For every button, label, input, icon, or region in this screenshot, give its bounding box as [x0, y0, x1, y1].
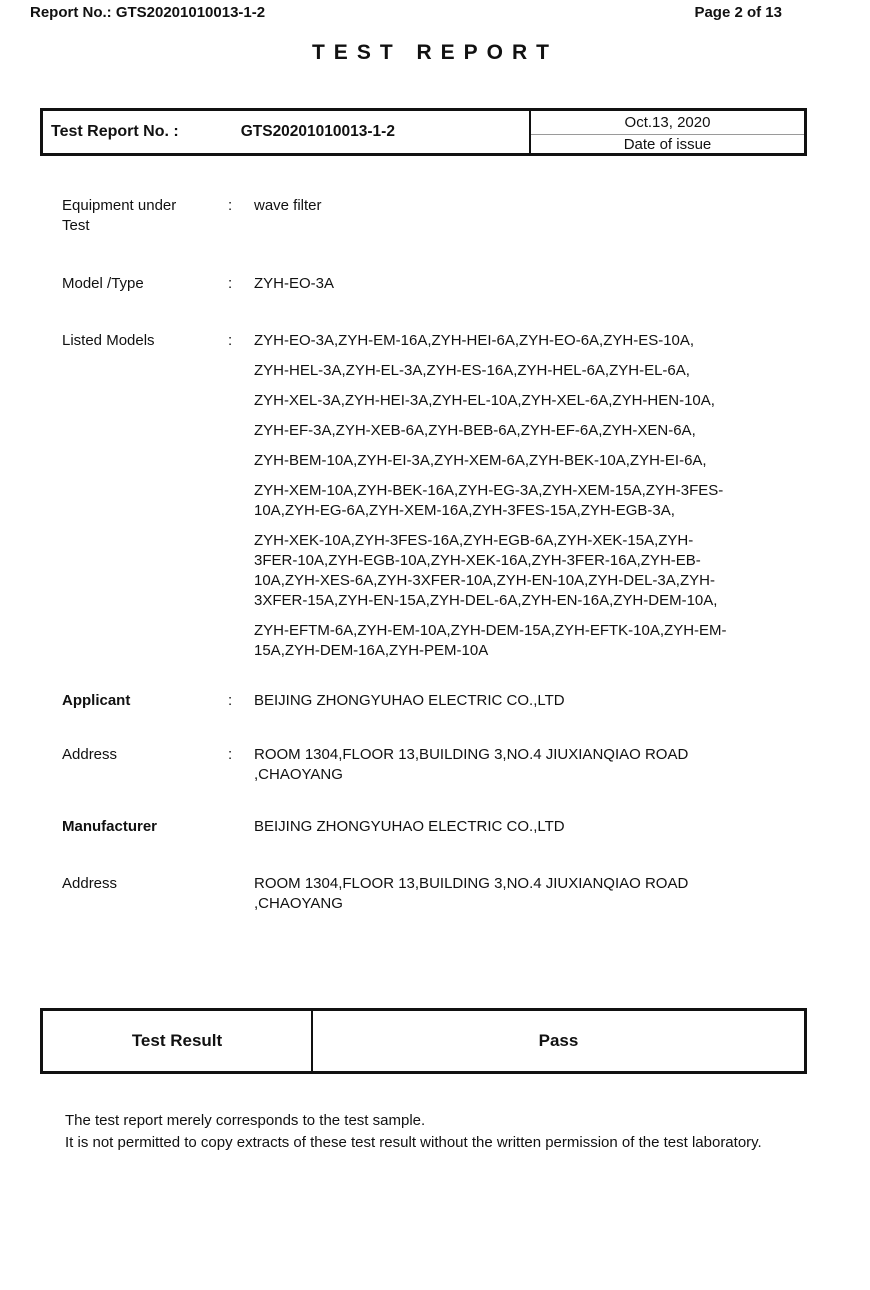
- page-header: [30, 4, 782, 21]
- listed-models-block: ZYH-XEL-3A,ZYH-HEI-3A,ZYH-EL-10A,ZYH-XEL-6A,ZYH-HEN-10A,: [254, 392, 715, 409]
- manufacturer-value: BEIJING ZHONGYUHAO ELECTRIC CO.,LTD: [254, 818, 565, 835]
- listed-models-label: Listed Models: [62, 332, 155, 349]
- row-model-type: [62, 274, 832, 294]
- equipment-label: Equipment under Test: [62, 197, 177, 234]
- applicant-address-value: ROOM 1304,FLOOR 13,BUILDING 3,NO.4 JIUXIANQIAO ROAD ,CHAOYANG: [254, 746, 689, 783]
- listed-models-separator: :: [228, 332, 233, 349]
- test-result-label: Test Result: [43, 1011, 313, 1071]
- row-equipment-under-test: [62, 196, 832, 236]
- row-applicant: [62, 691, 832, 711]
- issue-date-label: Date of issue: [531, 134, 804, 153]
- footnote-line-2: It is not permitted to copy extracts of these test result without the written permission of the test laboratory.: [65, 1134, 762, 1151]
- report-number-label: Test Report No. :: [51, 123, 179, 140]
- model-separator: :: [228, 275, 233, 292]
- issue-date-value: Oct.13, 2020: [624, 114, 711, 131]
- row-manufacturer: [62, 817, 832, 837]
- applicant-label: Applicant: [62, 692, 131, 709]
- model-label: Model /Type: [62, 275, 144, 292]
- listed-models-block: ZYH-XEK-10A,ZYH-3FES-16A,ZYH-EGB-6A,ZYH-XEK-15A,ZYH- 3FER-10A,ZYH-EGB-10A,ZYH-XEK-16A,ZYH-3FER-16A,ZYH-EB- 10A,ZYH-XES-6A,ZYH-3XFER-10A,ZYH-EN-10A,ZYH-DEL-3A,ZYH- 3XFER-15A,ZYH-EN-15A,ZYH-DEL-6A,ZYH-EN-16A,ZYH-DEM-10A,: [254, 532, 718, 609]
- page-title: TEST REPORT: [311, 41, 558, 64]
- header-page-number: Page 2 of 13: [694, 4, 782, 21]
- listed-models-block: ZYH-EFTM-6A,ZYH-EM-10A,ZYH-DEM-15A,ZYH-EFTK-10A,ZYH-EM- 15A,ZYH-DEM-16A,ZYH-PEM-10A: [254, 622, 727, 659]
- equipment-separator: :: [228, 197, 233, 214]
- applicant-value: BEIJING ZHONGYUHAO ELECTRIC CO.,LTD: [254, 692, 565, 709]
- test-result-table: [40, 1008, 807, 1074]
- applicant-separator: :: [228, 692, 233, 709]
- row-manufacturer-address: [62, 874, 832, 914]
- row-applicant-address: [62, 745, 832, 785]
- listed-models-value: [254, 331, 832, 661]
- manufacturer-address-separator: [228, 874, 254, 914]
- manufacturer-separator: [228, 817, 254, 837]
- listed-models-block: ZYH-XEM-10A,ZYH-BEK-16A,ZYH-EG-3A,ZYH-XEM-15A,ZYH-3FES- 10A,ZYH-EG-6A,ZYH-XEM-16A,ZYH-3FES-15A,ZYH-EGB-3A,: [254, 482, 724, 519]
- manufacturer-label: Manufacturer: [62, 818, 158, 835]
- footnote-line-1: The test report merely corresponds to the test sample.: [65, 1112, 426, 1129]
- test-result-value: Pass: [538, 1031, 579, 1050]
- equipment-value: wave filter: [254, 197, 322, 214]
- date-of-issue-cell: [531, 111, 804, 153]
- report-number-value: GTS20201010013-1-2: [240, 123, 395, 140]
- report-number-table: [40, 108, 807, 156]
- model-value: ZYH-EO-3A: [254, 275, 335, 292]
- manufacturer-address-label: Address: [62, 875, 118, 892]
- listed-models-block: ZYH-HEL-3A,ZYH-EL-3A,ZYH-ES-16A,ZYH-HEL-6A,ZYH-EL-6A,: [254, 362, 690, 379]
- listed-models-block: ZYH-BEM-10A,ZYH-EI-3A,ZYH-XEM-6A,ZYH-BEK-10A,ZYH-EI-6A,: [254, 452, 707, 469]
- applicant-address-label: Address: [62, 746, 118, 763]
- footnote: [65, 1110, 831, 1154]
- applicant-address-separator: :: [228, 746, 233, 763]
- header-report-no: Report No.: GTS20201010013-1-2: [30, 4, 266, 21]
- report-number-cell: [43, 111, 531, 153]
- listed-models-block: ZYH-EF-3A,ZYH-XEB-6A,ZYH-BEB-6A,ZYH-EF-6A,ZYH-XEN-6A,: [254, 422, 696, 439]
- listed-models-block: ZYH-EO-3A,ZYH-EM-16A,ZYH-HEI-6A,ZYH-EO-6A,ZYH-ES-10A,: [254, 332, 695, 349]
- row-listed-models: [62, 331, 832, 661]
- manufacturer-address-value: ROOM 1304,FLOOR 13,BUILDING 3,NO.4 JIUXIANQIAO ROAD ,CHAOYANG: [254, 875, 689, 912]
